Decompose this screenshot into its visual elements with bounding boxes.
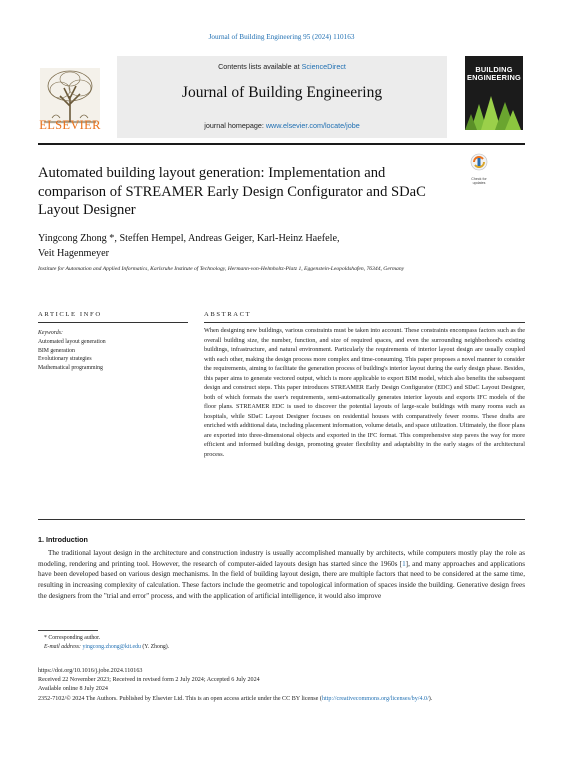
introduction-heading: 1. Introduction <box>38 535 88 544</box>
elsevier-wordmark[interactable]: ELSEVIER <box>39 118 101 132</box>
authors-line1: Yingcong Zhong *, Steffen Hempel, Andreas Geiger, Karl-Heinz Haefele, <box>38 233 340 244</box>
intro-text-part1: The traditional layout design in the architecture and construction industry is usually accomplished manually by architects, while computers mostly play the role as modeling, rendering and printing tool. However, the research of computer-aided layouts design has started since the 1960s [ <box>38 549 525 568</box>
header-rule <box>38 143 525 145</box>
journal-citation[interactable]: Journal of Building Engineering 95 (2024) 110163 <box>208 33 355 41</box>
license-statement <box>38 695 525 704</box>
license-end: ). <box>428 696 433 702</box>
keyword-item: Evolutionary strategies <box>38 356 92 363</box>
license-text: 2352-7102/© 2024 The Authors. Published by Elsevier Ltd. This is an open access article under the CC BY license ( <box>38 696 322 702</box>
contents-prefix: Contents lists available at <box>218 62 302 71</box>
sciencedirect-link[interactable]: ScienceDirect <box>301 62 346 71</box>
affiliation: Institute for Automation and Applied Informatics, Karlsruhe Institute of Technology, Hermann-von-Helmholtz-Platz 1, Eggenstein-Leopoldshafen, 76344, Germany <box>38 266 405 272</box>
abstract-bottom-rule <box>38 519 525 520</box>
article-info-heading: ARTICLE INFO <box>38 311 102 318</box>
keyword-item: Mathematical programming <box>38 364 103 371</box>
abstract-rule <box>204 322 525 323</box>
journal-cover[interactable] <box>465 56 523 130</box>
footnote-rule <box>38 630 98 631</box>
keywords-list <box>38 338 106 372</box>
paper-title: Automated building layout generation: Implementation and comparison of STREAMER Early Design Configurator and SDaC Layout Designer <box>38 165 426 218</box>
check-for-updates-icon <box>465 152 493 172</box>
journal-title: Journal of Building Engineering <box>181 84 383 101</box>
email-label: E-mail address: <box>44 644 83 650</box>
cover-artwork <box>465 84 523 130</box>
email-suffix: (Y. Zhong). <box>140 644 170 650</box>
doi-link[interactable]: https://doi.org/10.1016/j.jobe.2024.110163 <box>38 668 143 674</box>
check-label-line2: updates <box>472 181 486 186</box>
journal-homepage-link[interactable]: www.elsevier.com/locate/jobe <box>265 121 360 130</box>
keywords-label: Keywords: <box>38 330 63 336</box>
abstract-heading: ABSTRACT <box>204 311 252 318</box>
cover-title-line2: ENGINEERING <box>467 73 521 82</box>
license-link[interactable]: http://creativecommons.org/licenses/by/4.0/ <box>321 696 429 702</box>
introduction-paragraph <box>38 548 525 602</box>
check-for-updates-badge[interactable] <box>465 152 493 186</box>
article-info-rule <box>38 322 188 323</box>
reference-link-1[interactable]: 1 <box>402 559 406 568</box>
corresponding-author-note: * Corresponding author. <box>44 635 101 641</box>
received-dates: Received 22 November 2023; Received in revised form 2 July 2024; Accepted 6 July 2024 <box>38 677 260 683</box>
check-for-updates-label <box>465 177 493 185</box>
cover-title-line1: BUILDING <box>475 65 513 74</box>
keyword-item: BIM generation <box>38 347 75 354</box>
email-note <box>44 644 169 650</box>
homepage-prefix: journal homepage: <box>204 121 266 130</box>
cover-title <box>465 66 523 82</box>
available-online-date: Available online 8 July 2024 <box>38 686 108 692</box>
homepage-line <box>117 121 447 130</box>
check-label-line1: Check for <box>471 177 487 181</box>
abstract-text: When designing new buildings, various constraints must be taken into account. These constraints encompass factors such as the overall building size, the number, function, and size of required spaces, and even the surrounding neighborhood's existing buildings, infrastructure, and natural environment. Particularly the requirements of interior layout design are usually coupled with each other, making the design process more complex and time-consuming. This paper proposes a novel manner to consider the requirements, aiming to facilitate the generation process of building's interior layout during the early design phase. Besides, this paper aims to generate vectored output, which is more applicable to export BIM model, which also benefits the subsequent design and construct steps. This paper introduces STREAMER Early Design Configurator (EDC) and SDaC Layout Designer, both of which formats the user's requirements, semi-automatically generates interior layouts and exports IFC models of the floor plans. STREAMER EDC is used to discover the potential layouts of large-scale buildings with many rooms such as hospitals, while SDaC Layout Designer focuses on residential houses with comparatively fewer rooms. These drafts are enriched with additional data, including placement information, volume details, and space utilization. Ultimately, the floor plans are exported into three-dimensional objects and exported in the IFC format. This comprehensive step paves the way for more efficient and informed building design, promoting greater flexibility and adaptability in the early stages of the architectural process. <box>204 327 525 458</box>
author-email-link[interactable]: yingcong.zhong@kit.edu <box>82 644 141 650</box>
keyword-item: Automated layout generation <box>38 339 106 345</box>
intro-text-part2: ], and many approaches and applications have been developed based on various design mechanisms. In the field of building layout design, there are multiple factors that need to be considered at the same time, resulting in increasing complexity of calculation. These factors include the geometric and topological information of spaces inside the building. Generative design frees the designers from the "trial and error" process, and with the application of artificial intelligence, it would also improve <box>38 559 525 600</box>
authors-line2: Veit Hagenmeyer <box>38 248 109 259</box>
contents-line <box>117 62 447 71</box>
author-list <box>38 231 438 261</box>
